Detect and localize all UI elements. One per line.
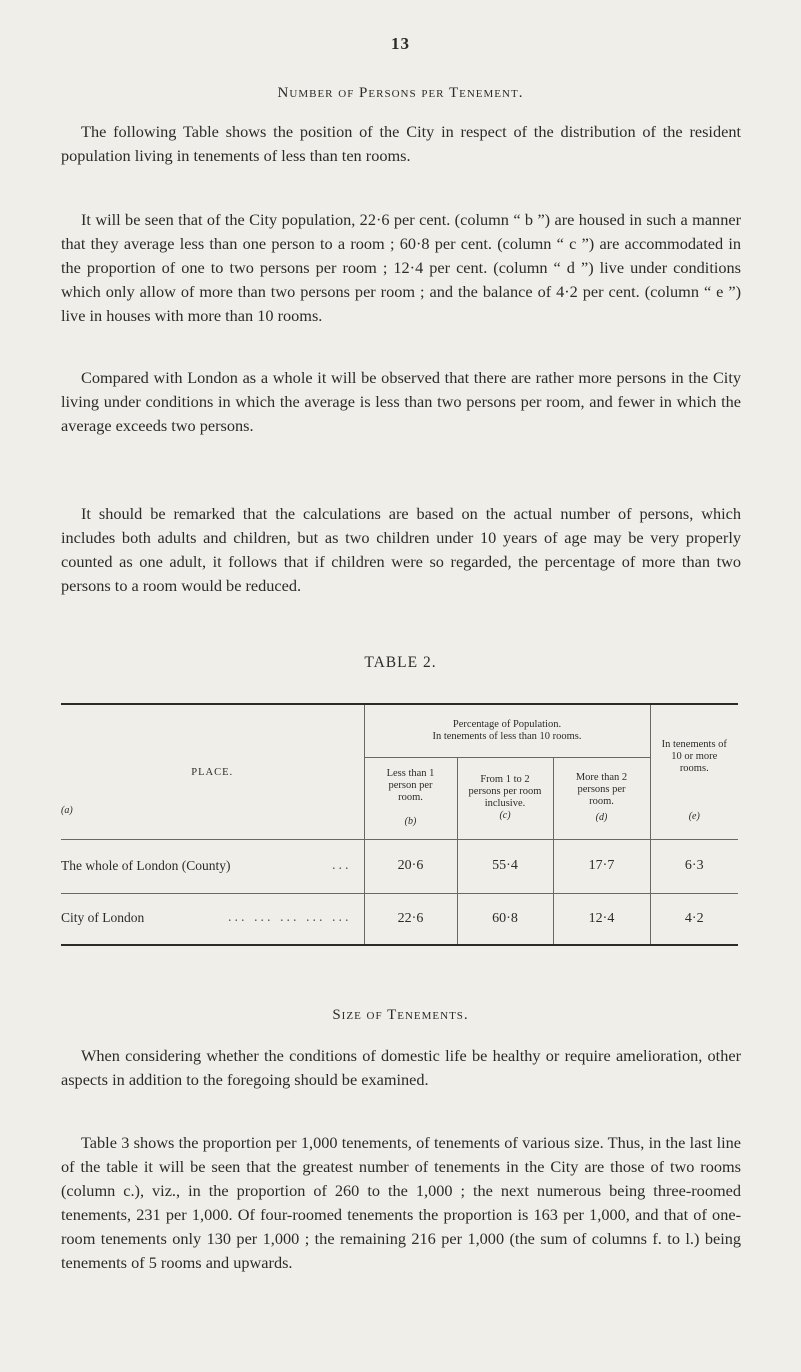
- table-title: TABLE 2.: [364, 654, 437, 671]
- cell-city-d: 12·4: [553, 893, 650, 945]
- paragraph-intro: The following Table shows the position of the City in respect of the distribution of the resident population living in tenements of less than ten rooms.: [61, 122, 741, 165]
- leader-dots: ... ... ... ... ...: [228, 910, 352, 926]
- section-heading-persons-per-tenement: Number of Persons per Tenement.: [277, 85, 524, 101]
- paragraph-city-population: It will be seen that of the City population, 22·6 per cent. (column “ b ”) are housed in such a manner that they average less than one person to a room ; 60·8 per cent. (column “ c ”) are accommodated in the proportion of one to two persons per room ; 12·4 per cent. (column “ d ”) live under conditions which only allow of more than two persons per room ; and the balance of 4·2 per cent. (column “ e ”) live in houses with more than 10 rooms.: [61, 210, 741, 325]
- cell-city-e: 4·2: [650, 893, 738, 945]
- population-table: [61, 703, 738, 946]
- section-heading-size-of-tenements: Size of Tenements.: [332, 1007, 469, 1023]
- paragraph-domestic-life: When considering whether the conditions of domestic life be healthy or require amelioration, other aspects in addition to the foregoing should be examined.: [61, 1046, 741, 1089]
- group-header: [364, 704, 650, 757]
- paragraph-london-comparison: Compared with London as a whole it will be observed that there are rather more persons in the City living under conditions in which the average is less than two persons per room, and fewer in which the average exceeds two persons.: [61, 368, 741, 435]
- cell-city-c: 60·8: [457, 893, 553, 945]
- col-b-header: Less than 1 person per room.: [386, 768, 435, 803]
- page-number: 13: [391, 34, 410, 53]
- group-header-line2: In tenements of less than 10 rooms.: [432, 730, 582, 742]
- cell-london-c: 55·4: [457, 839, 553, 893]
- cell-city-b: 22·6: [364, 893, 457, 945]
- table-row-city-place: [61, 893, 364, 945]
- col-e-header-cell: [650, 704, 738, 839]
- table-row-london-place: [61, 839, 364, 893]
- place-name: City of London: [61, 910, 145, 926]
- col-d-header: More than 2 persons per room.: [575, 772, 628, 807]
- col-letter-d: (d): [595, 812, 608, 823]
- place-header: PLACE.: [191, 766, 234, 778]
- paragraph-remark-children: It should be remarked that the calculations are based on the actual number of persons, which includes both adults and children, but as two children under 10 years of age may be very properly counted as one adult, it follows that if children were so regarded, the percentage of more than two persons to a room would be reduced.: [61, 504, 741, 595]
- col-letter-b: (b): [404, 816, 417, 827]
- place-header-cell: [61, 704, 364, 839]
- col-e-header: In tenements of 10 or more rooms.: [661, 738, 727, 774]
- col-letter-c: (c): [499, 810, 511, 821]
- col-letter-a: (a): [61, 804, 73, 816]
- cell-london-d: 17·7: [553, 839, 650, 893]
- col-d-header-cell: [553, 757, 650, 839]
- place-name: The whole of London (County): [61, 857, 231, 873]
- leader-dots: ...: [332, 857, 352, 873]
- paragraph-table-3: Table 3 shows the proportion per 1,000 tenements, of tenements of various size. Thus, in the last line of the table it will be seen that the greatest number of tenements in the City are those of two rooms (column c.), viz., in the proportion of 260 to the 1,000 ; the next numerous being three-roomed tenements, 231 per 1,000. Of four-roomed tenements the proportion is 163 per 1,000, and that of one-room tenements only 130 per 1,000 ; the remaining 216 per 1,000 (the sum of columns f. to l.) being tenements of 5 rooms and upwards.: [61, 1133, 741, 1272]
- cell-london-e: 6·3: [650, 839, 738, 893]
- col-c-header-cell: [457, 757, 553, 839]
- col-c-header: From 1 to 2 persons per room inclusive.: [468, 774, 542, 809]
- group-header-line1: Percentage of Population.: [452, 718, 562, 730]
- cell-london-b: 20·6: [364, 839, 457, 893]
- col-b-header-cell: [364, 757, 457, 839]
- col-letter-e: (e): [688, 810, 700, 822]
